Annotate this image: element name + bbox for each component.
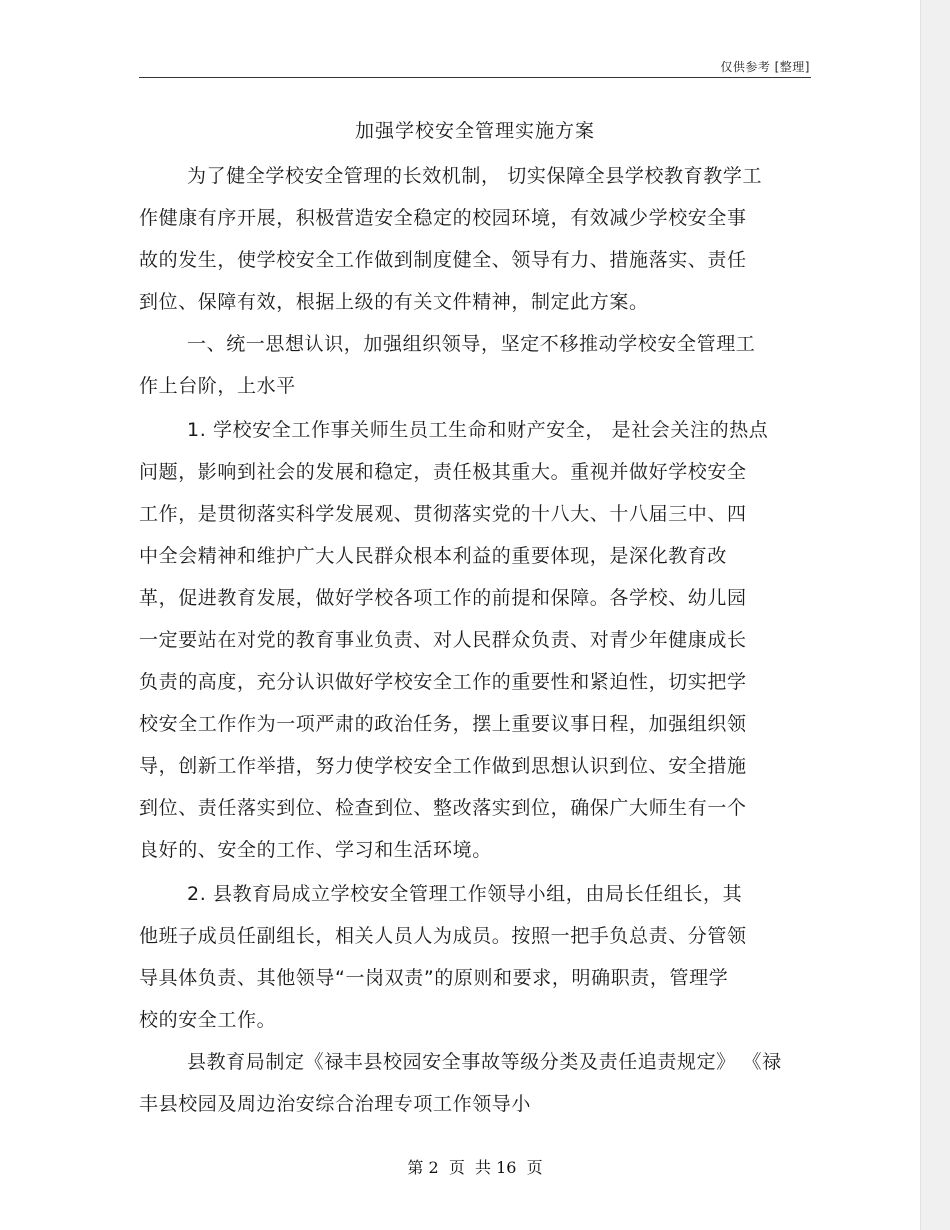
body-line: 负责的高度，充分认识做好学校安全工作的重要性和紧迫性，切实把学 xyxy=(139,671,747,693)
body-line: 良好的、安全的工作、学习和生活环境。 xyxy=(139,839,492,861)
body-line: 导，创新工作举措，努力使学校安全工作做到思想认识到位、安全措施 xyxy=(139,755,747,777)
body-line: 作健康有序开展，积极营造安全稳定的校园环境，有效减少学校安全事 xyxy=(139,207,747,229)
header-note: 仅供参考 [整理] xyxy=(720,60,810,74)
body-line: 问题，影响到社会的发展和稳定，责任极其重大。重视并做好学校安全 xyxy=(139,461,747,483)
body-line: 校的安全工作。 xyxy=(139,1009,277,1031)
body-line: 为了健全学校安全管理的长效机制， 切实保障全县学校教育教学工 xyxy=(187,165,763,187)
header-divider xyxy=(139,77,811,78)
body-line: 1. 学校安全工作事关师生员工生命和财产安全， 是社会关注的热点 xyxy=(187,419,769,441)
document-title: 加强学校安全管理实施方案 xyxy=(354,120,595,142)
body-line: 故的发生，使学校安全工作做到制度健全、领导有力、措施落实、责任 xyxy=(139,249,747,271)
body-line: 丰县校园及周边治安综合治理专项工作领导小 xyxy=(139,1093,532,1115)
body-line: 到位、责任落实到位、检查到位、整改落实到位，确保广大师生有一个 xyxy=(139,797,747,819)
body-line: 到位、保障有效，根据上级的有关文件精神，制定此方案。 xyxy=(139,291,649,313)
body-line: 2. 县教育局成立学校安全管理工作领导小组，由局长任组长，其 xyxy=(187,883,743,905)
body-line: 作上台阶，上水平 xyxy=(139,375,296,397)
body-line: 革，促进教育发展，做好学校各项工作的前提和保障。各学校、幼儿园 xyxy=(139,587,747,609)
body-line: 一定要站在对党的教育事业负责、对人民群众负责、对青少年健康成长 xyxy=(139,629,747,651)
body-line: 县教育局制定《禄丰县校园安全事故等级分类及责任追责规定》 《禄 xyxy=(187,1051,782,1073)
viewer-gutter xyxy=(920,0,950,1230)
body-line: 一、统一思想认识，加强组织领导，坚定不移推动学校安全管理工 xyxy=(187,333,756,355)
body-line: 中全会精神和维护广大人民群众根本利益的重要体现，是深化教育改 xyxy=(139,545,728,567)
page-number-footer: 第 2 页 共 16 页 xyxy=(407,1158,543,1177)
body-line: 导具体负责、其他领导“一岗双责”的原则和要求，明确职责，管理学 xyxy=(139,967,729,989)
body-line: 校安全工作作为一项严肃的政治任务，摆上重要议事日程，加强组织领 xyxy=(139,713,747,735)
body-line: 工作，是贯彻落实科学发展观、贯彻落实党的十八大、十八届三中、四 xyxy=(139,503,747,525)
body-line: 他班子成员任副组长，相关人员人为成员。按照一把手负总责、分管领 xyxy=(139,925,747,947)
